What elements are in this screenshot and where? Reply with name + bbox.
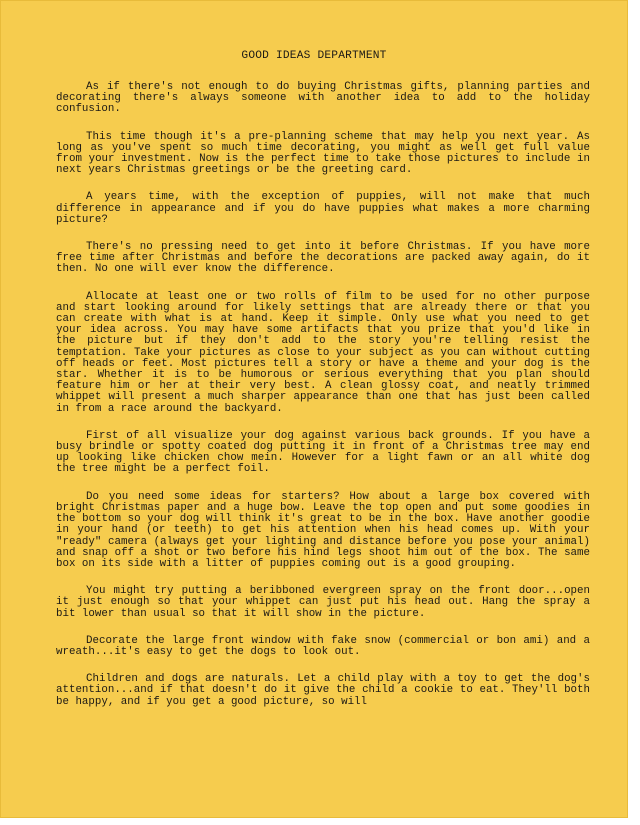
paragraph-6: First of all visualize your dog against various back grounds. If you have a busy brindle or spotty coated dog putting it in front of a Christmas tree may end up looking like chicken chow mein. However for a light fawn or an all white dog the tree might be a perfect foil.	[56, 429, 590, 476]
paragraph-8: You might try putting a beribboned evergreen spray on the front door...open it just enough so that your whippet can just put his head out. Hang the spray a bit lower than usual so that it will show in the picture.	[56, 585, 590, 620]
paragraph-1: As if there's not enough to do buying Christmas gifts, planning parties and decorating there's always someone with another idea to add to the holiday confusion.	[56, 81, 590, 116]
paragraph-9: Decorate the large front window with fake snow (commercial or bon ami) and a wreath...it's easy to get the dogs to look out.	[56, 634, 590, 658]
paragraph-10: Children and dogs are naturals. Let a child play with a toy to get the dog's attention...and if that doesn't do it give the child a cookie to eat. They'll both be happy, and if you get a good picture, so will	[56, 673, 590, 708]
page-title: GOOD IDEAS DEPARTMENT	[241, 50, 387, 62]
paragraph-5: Allocate at least one or two rolls of film to be used for no other purpose and start looking around for likely settings that are already there or that you can create with what is at hand. Keep it simple. Only use what you need to get your idea across. You may have some artifacts that you prize that you'd like in the picture but if they don't add to the story you're telling resist the temptation. Take your pictures as close to your subject as you can without cutting off heads or feet. Most pictures tell a story or have a theme and your dog is the star. Whether it is to be humorous or serious everything that you plan should feature him or her at their very best. A clean glossy coat, and neatly trimmed whippet will present a much sharper appearance than one that has just been called in from a race around the backyard.	[56, 290, 590, 415]
paragraph-3: A years time, with the exception of puppies, will not make that much difference in appearance and if you do have puppies what makes a more charming picture?	[56, 191, 590, 226]
document-body	[56, 82, 590, 708]
paragraph-2: This time though it's a pre-planning scheme that may help you next year. As long as you've spent so much time decorating, you might as well get full value from your investment. Now is the perfect time to take those pictures to include in next years Christmas greetings or be the greeting card.	[56, 130, 590, 177]
paragraph-7: Do you need some ideas for starters? How about a large box covered with bright Christmas paper and a huge bow. Leave the top open and put some goodies in the bottom so your dog will think it's great to be in the box. Have another goodie in your hand (or teeth) to get his attention when his head comes up. With your "ready" camera (always get your lighting and distance before you pose your animal) and snap off a shot or two before his hind legs shoot him out of the box. The same box on its side with a litter of puppies coming out is a good grouping.	[56, 490, 590, 570]
paragraph-4: There's no pressing need to get into it before Christmas. If you have more free time after Christmas and before the decorations are packed away again, do it then. No one will ever know the difference.	[56, 241, 590, 276]
